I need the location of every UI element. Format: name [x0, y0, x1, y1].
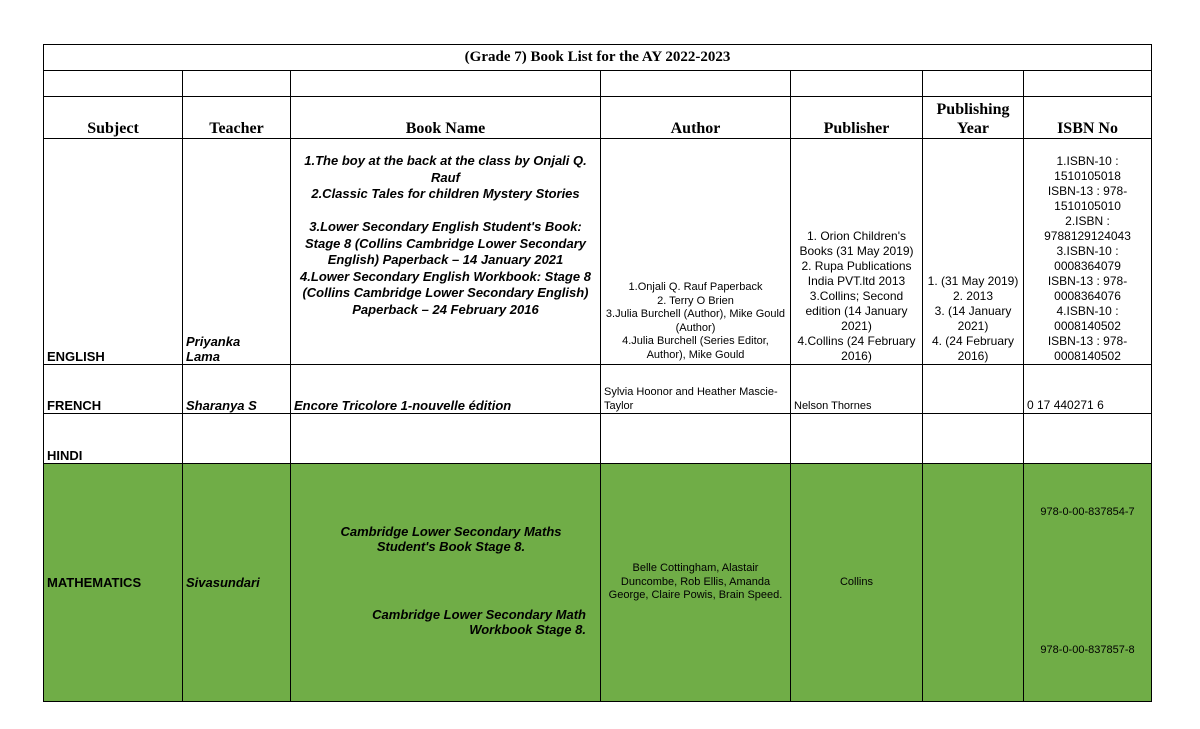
- author-cell: Belle Cottingham, Alastair Duncombe, Rob Ellis, Amanda George, Claire Powis, Brain Speed.: [601, 464, 791, 702]
- header-publishing-year: Publishing Year: [923, 97, 1024, 139]
- publisher-cell: [791, 414, 923, 464]
- header-subject: Subject: [44, 97, 183, 139]
- author-cell: [601, 414, 791, 464]
- isbn-cell: 0 17 440271 6: [1024, 365, 1152, 414]
- author-cell: 1.Onjali Q. Rauf Paperback 2. Terry O Brien 3.Julia Burchell (Author), Mike Gould (Author) 4.Julia Burchell (Series Editor, Author), Mike Gould: [601, 139, 791, 365]
- blank-cell: [291, 71, 601, 97]
- teacher-cell: Priyanka Lama: [183, 139, 291, 365]
- subject-cell: MATHEMATICS: [44, 464, 183, 702]
- book-name-cell: 1.The boy at the back at the class by Onjali Q. Rauf 2.Classic Tales for children Mystery Stories 3.Lower Secondary English Student's Book: Stage 8 (Collins Cambridge Lower Secondary English) Paperback – 14 January 2021 4.Lower Secondary English Workbook: Stage 8 (Collins Cambridge Lower Secondary English) Paperback – 24 February 2016: [291, 139, 601, 365]
- header-author: Author: [601, 97, 791, 139]
- math-isbn-1: 978-0-00-837854-7: [1040, 506, 1135, 518]
- table-row-mathematics: [44, 464, 1152, 702]
- math-isbn-2: 978-0-00-837857-8: [1040, 644, 1135, 656]
- book-name-cell: [291, 464, 601, 702]
- header-publisher: Publisher: [791, 97, 923, 139]
- table-row-english: [44, 139, 1152, 365]
- teacher-cell: Sharanya S: [183, 365, 291, 414]
- teacher-cell: Sivasundari: [183, 464, 291, 702]
- header-book-name: Book Name: [291, 97, 601, 139]
- subject-cell: HINDI: [44, 414, 183, 464]
- isbn-cell: 1.ISBN-10 : 1510105018 ISBN-13 : 978-1510105010 2.ISBN : 9788129124043 3.ISBN-10 : 0008364079 ISBN-13 : 978-0008364076 4.ISBN-10 : 0008140502 ISBN-13 : 978-0008140502: [1024, 139, 1152, 365]
- publisher-cell: Nelson Thornes: [791, 365, 923, 414]
- isbn-cell: [1024, 414, 1152, 464]
- header-teacher: Teacher: [183, 97, 291, 139]
- table-row-hindi: [44, 414, 1152, 464]
- book-name-cell: [291, 414, 601, 464]
- teacher-cell: [183, 414, 291, 464]
- blank-cell: [923, 71, 1024, 97]
- book-name-cell: Encore Tricolore 1-nouvelle édition: [291, 365, 601, 414]
- blank-cell: [1024, 71, 1152, 97]
- blank-cell: [791, 71, 923, 97]
- math-book-1: Cambridge Lower Secondary Maths Student's Book Stage 8.: [340, 524, 562, 554]
- sheet-title: (Grade 7) Book List for the AY 2022-2023: [44, 45, 1152, 71]
- publishing-year-cell: [923, 464, 1024, 702]
- blank-cell: [601, 71, 791, 97]
- isbn-cell: [1024, 464, 1152, 702]
- blank-row: [44, 71, 1152, 97]
- title-row: [44, 45, 1152, 71]
- header-row: [44, 97, 1152, 139]
- header-isbn: ISBN No: [1024, 97, 1152, 139]
- blank-cell: [44, 71, 183, 97]
- publisher-cell: Collins: [791, 464, 923, 702]
- blank-cell: [183, 71, 291, 97]
- publishing-year-cell: [923, 414, 1024, 464]
- author-cell: Sylvia Hoonor and Heather Mascie-Taylor: [601, 365, 791, 414]
- table-row-french: [44, 365, 1152, 414]
- publishing-year-cell: 1. (31 May 2019) 2. 2013 3. (14 January 2021) 4. (24 February 2016): [923, 139, 1024, 365]
- publishing-year-cell: [923, 365, 1024, 414]
- math-book-2: Cambridge Lower Secondary Math Workbook Stage 8.: [372, 607, 586, 637]
- subject-cell: FRENCH: [44, 365, 183, 414]
- subject-cell: ENGLISH: [44, 139, 183, 365]
- book-list-table: [43, 44, 1152, 702]
- publisher-cell: 1. Orion Children's Books (31 May 2019) 2. Rupa Publications India PVT.ltd 2013 3.Collins; Second edition (14 January 2021) 4.Collins (24 February 2016): [791, 139, 923, 365]
